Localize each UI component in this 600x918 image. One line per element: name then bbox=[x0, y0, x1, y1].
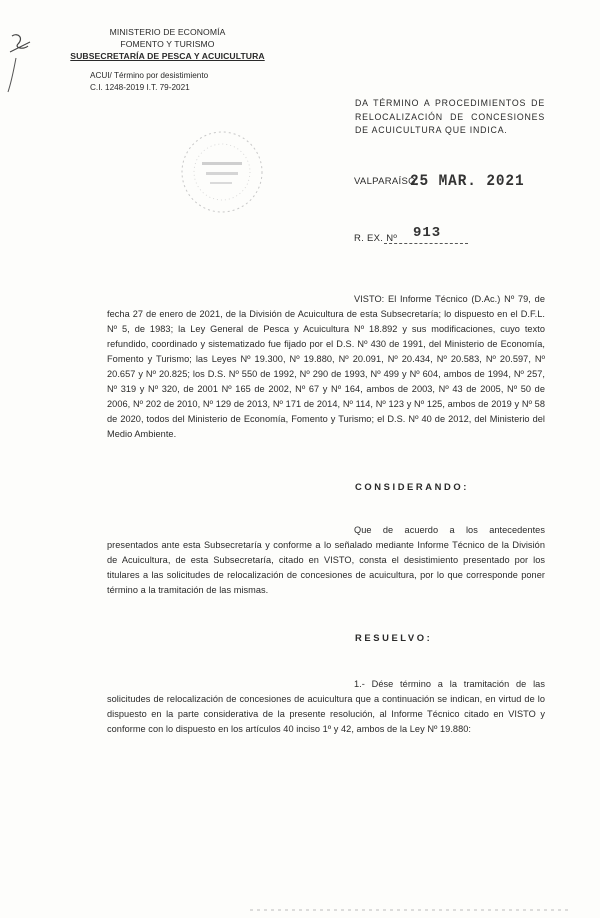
resolution-number: 913 bbox=[413, 225, 442, 241]
page-edge-mark bbox=[250, 906, 570, 914]
resuelvo-heading: RESUELVO: bbox=[355, 632, 433, 643]
resolution-point-1: 1.- Dése término a la tramitación de las solicitudes de relocalización de concesiones de acuicultura que a continuación se indican, en virtud de lo dispuesto en la parte considerativa de la presente resolución, al Informe Técnico citado en VISTO y conforme con lo dispuesto en los artículos 40 inciso 1º y 42, ambos de la Ley Nº 19.880: bbox=[107, 679, 545, 734]
resolution-underline bbox=[384, 243, 468, 244]
considerando-heading: CONSIDERANDO: bbox=[355, 481, 470, 492]
document-title: DA TÉRMINO A PROCEDIMIENTOS DE RELOCALIZACIÓN DE CONCESIONES DE ACUICULTURA QUE INDICA. bbox=[355, 98, 545, 135]
place-label: VALPARAÍSO, bbox=[354, 176, 419, 187]
subsecretaria-name: SUBSECRETARÍA DE PESCA Y ACUICULTURA bbox=[70, 51, 265, 61]
ministry-subname: FOMENTO Y TURISMO bbox=[120, 39, 215, 49]
date-stamp: 25 MAR. 2021 bbox=[410, 172, 525, 190]
handwritten-mark-icon bbox=[4, 28, 40, 98]
visto-paragraph: VISTO: El Informe Técnico (D.Ac.) Nº 79, de fecha 27 de enero de 2021, de la División de Acuicultura de esta Subsecretaría; lo dispuesto en el D.F.L. Nº 5, de 1983; la Ley General de Pesca y Acuicultura Nº 18.892 y sus modificaciones, cuyo texto refundido, coordinado y sistematizado fue fijado por el D.S. Nº 430 de 1991, del Ministerio de Economía, Fomento y Turismo; las Leyes Nº 19.300, Nº 19.880, Nº 20.091, Nº 20.434, Nº 20.583, Nº 20.597, Nº 20.657 y Nº 20.825; los D.S. Nº 550 de 1992, Nº 290 de 1993, Nº 499 y Nº 604, ambos de 1994, Nº 257, Nº 319 y Nº 320, de 2001 Nº 165 de 2002, Nº 67 y Nº 164, ambos de 2003, Nº 43 de 2005, Nº 50 de 2006, Nº 202 de 2010, Nº 129 de 2013, Nº 171 de 2014, Nº 114, Nº 123 y Nº 125, ambos de 2019 y Nº 58 de 2020, todos del Ministerio de Economía, Fomento y Turismo; el D.S. Nº 40 de 2012, del Ministerio del Medio Ambiente. bbox=[107, 294, 545, 439]
faded-seal-icon bbox=[172, 122, 272, 222]
document-reference bbox=[90, 70, 208, 94]
ministry-header bbox=[60, 26, 275, 62]
reference-subject: ACUI/ Término por desistimiento bbox=[90, 71, 209, 80]
considerando-paragraph: Que de acuerdo a los antecedentes presentados ante esta Subsecretaría y conforme a lo señalado mediante Informe Técnico de la División de Acuicultura, de esta Subsecretaría, citado en VISTO, consta el desistimiento presentado por los titulares a las solicitudes de relocalización de concesiones de acuicultura, por lo que corresponde poner término a la tramitación de las mismas. bbox=[107, 525, 545, 595]
resolution-label: R. EX. Nº bbox=[354, 233, 398, 244]
reference-codes: C.I. 1248-2019 I.T. 79-2021 bbox=[90, 83, 190, 92]
ministry-name: MINISTERIO DE ECONOMÍA bbox=[109, 27, 226, 37]
